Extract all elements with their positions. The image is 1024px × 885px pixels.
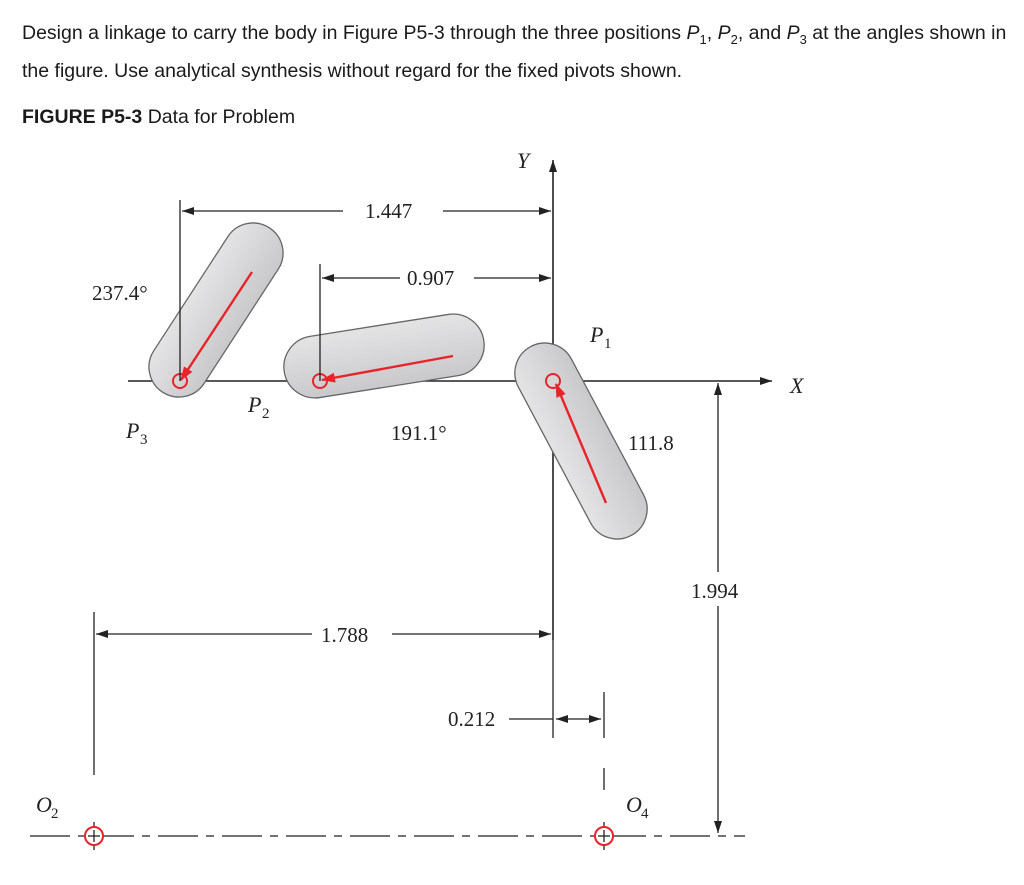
dim-1788: 1.788 [321,623,369,647]
x-axis-label: X [790,373,804,398]
p2-letter: P [717,22,731,44]
p3-letter: P [786,22,800,44]
p2-sub: 2 [730,31,738,47]
body-p2 [279,310,488,403]
svg-text:1: 1 [604,336,612,352]
angle-237: 237.4° [92,281,148,305]
svg-text:O: O [36,792,52,817]
y-axis-label: Y [517,148,530,173]
figure-title: Data for Problem [142,106,296,128]
svg-text:2: 2 [262,406,270,422]
dim-0907: 0.907 [407,266,455,290]
dim-1447: 1.447 [365,199,413,223]
svg-text:P: P [248,392,262,417]
angle-191: 191.1° [391,421,447,445]
p3-sub: 3 [799,31,807,47]
svg-text:O: O [626,792,642,817]
p1-sub: 1 [699,31,707,47]
svg-text:P: P [590,322,604,347]
label-o2 [36,792,59,822]
svg-text:3: 3 [140,432,148,448]
fixed-pivot-o4 [595,822,613,850]
problem-text-2: at the angles shown in the figure. Use analytical synthesis without regard for the fixed pivots shown. [22,22,1007,82]
angle-111: 111.8 [628,431,674,455]
problem-text-1: Design a linkage to carry the body in Figure P5-3 through the three positions [22,22,687,44]
body-p3 [137,211,294,408]
fixed-pivot-o2 [85,822,103,850]
label-p1 [589,322,612,352]
dim-1994: 1.994 [691,579,739,603]
label-p3 [125,418,148,448]
separator-1: , [706,22,718,44]
label-o4 [626,792,649,822]
svg-text:2: 2 [51,806,59,822]
label-p2 [247,392,270,422]
svg-text:4: 4 [641,806,649,822]
separator-2: , and [737,22,787,44]
p1-letter: P [686,22,700,44]
figure-number: FIGURE P5-3 [22,106,143,128]
dim-0212: 0.212 [448,707,496,731]
svg-text:P: P [126,418,140,443]
